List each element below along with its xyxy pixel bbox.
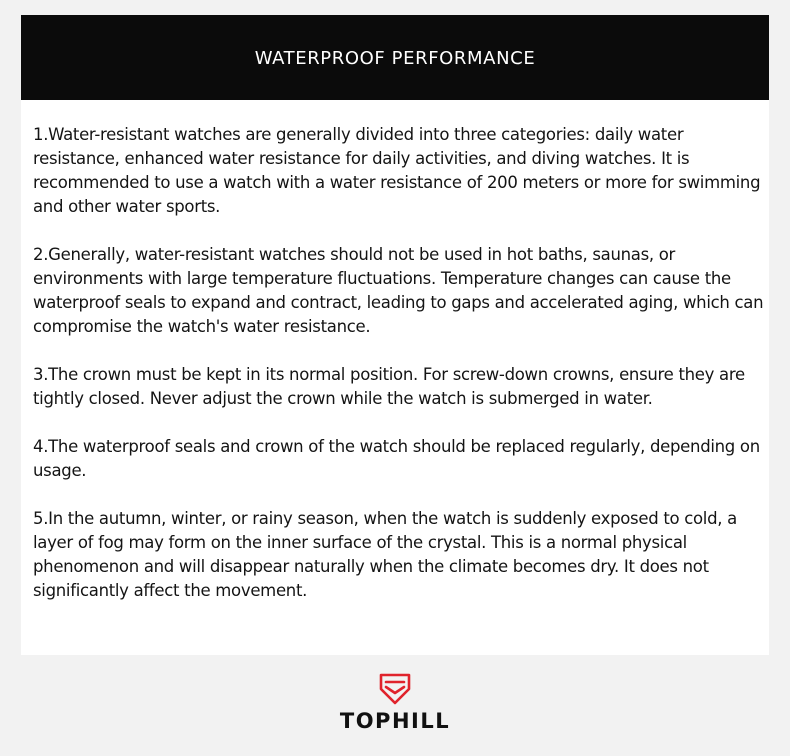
brand-logo xyxy=(0,672,790,733)
section-title: WATERPROOF PERFORMANCE xyxy=(254,48,536,69)
paragraph-3: 3.The crown must be kept in its normal position. For screw-down crowns, ensure they are tightly closed. Never adjust the crown while the watch is submerged in water. xyxy=(33,365,745,408)
paragraph-5: 5.In the autumn, winter, or rainy season, when the watch is suddenly exposed to cold, a layer of fog may form on the inner surface of the crystal. This is a normal physical phenomenon and will disappear naturally when the climate becomes dry. It does not significantly affect the movement. xyxy=(33,509,737,600)
paragraph-1: 1.Water-resistant watches are generally divided into three categories: daily water resistance, enhanced water resistance for daily activities, and diving watches. It is recommended to use a watch with a water resistance of 200 meters or more for swimming and other water sports. xyxy=(33,125,761,216)
brand-name: TOPHILL xyxy=(339,709,451,733)
content-card xyxy=(21,15,769,655)
section-header xyxy=(21,15,769,100)
paragraph-4: 4.The waterproof seals and crown of the watch should be replaced regularly, depending on usage. xyxy=(33,437,760,480)
tophill-shield-icon xyxy=(378,672,412,706)
instructions-body xyxy=(33,123,765,627)
paragraph-2: 2.Generally, water-resistant watches should not be used in hot baths, saunas, or environments with large temperature fluctuations. Temperature changes can cause the waterproof seals to expand and contract, leading to gaps and accelerated aging, which can compromise the watch's water resistance. xyxy=(33,245,764,336)
